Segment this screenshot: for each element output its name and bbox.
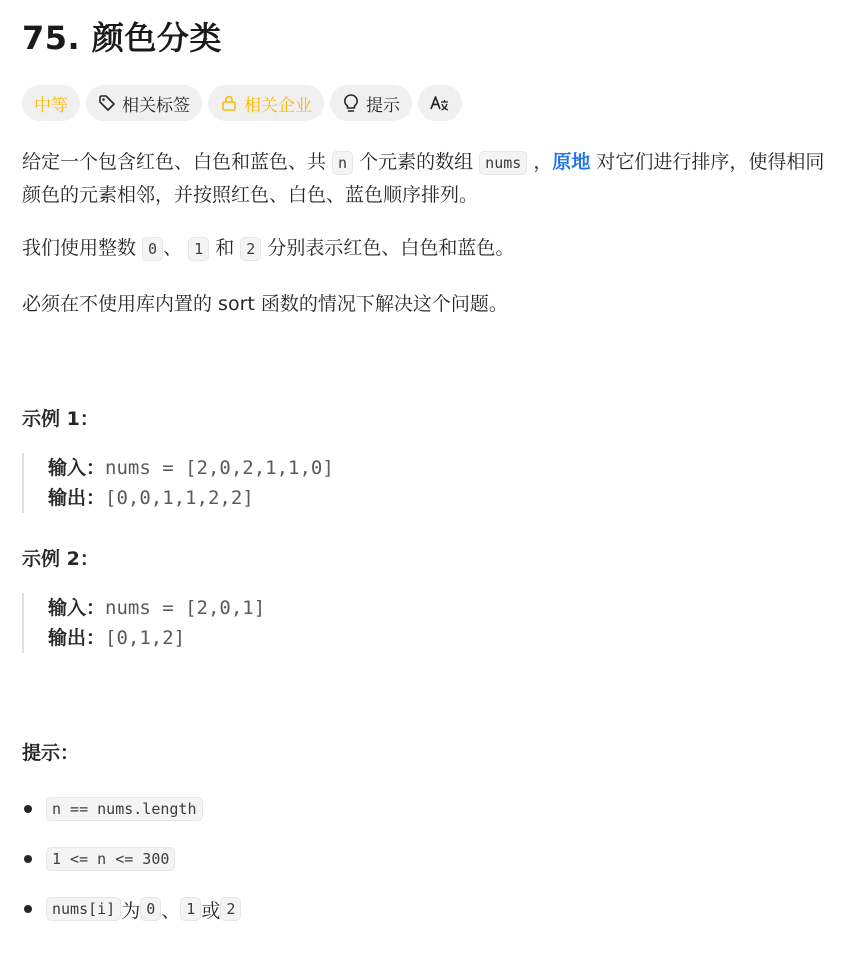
translate-button[interactable] (418, 85, 462, 121)
constraint-code: n == nums.length (46, 797, 203, 821)
description-paragraph-3: 必须在不使用库内置的 sort 函数的情况下解决这个问题。 (22, 293, 508, 315)
related-companies-label: 相关企业 (244, 95, 312, 116)
inline-code-0: 0 (140, 897, 161, 921)
inline-code-1: 1 (180, 897, 201, 921)
example-2-output (48, 623, 748, 653)
hints-label: 提示 (366, 95, 400, 116)
text: 为 (121, 899, 141, 922)
text: 或 (201, 899, 221, 922)
input-label: 输入： (48, 597, 106, 619)
lock-icon (220, 94, 238, 112)
hints-button[interactable] (330, 85, 412, 121)
text: 我们使用整数 (22, 237, 143, 259)
inline-code-1: 1 (188, 237, 209, 261)
constraint-code: nums[i] (46, 897, 121, 921)
input-value: nums = [2,0,1] (105, 597, 266, 619)
input-value: nums = [2,0,2,1,1,0] (105, 457, 334, 479)
text: 个元素的数组 (353, 151, 480, 173)
problem-title: 75. 颜色分类 (22, 19, 222, 57)
inline-code-n: n (332, 151, 353, 175)
example-2-block (22, 593, 748, 653)
difficulty-label: 中等 (34, 95, 68, 116)
output-label: 输出： (48, 487, 106, 509)
related-companies-button[interactable] (208, 85, 324, 121)
tag-row (22, 85, 462, 121)
constraints-heading: 提示： (22, 742, 80, 764)
difficulty-badge (22, 85, 80, 121)
list-item (22, 784, 241, 834)
inline-code-2: 2 (240, 237, 261, 261)
inline-code-2: 2 (220, 897, 241, 921)
list-item (22, 884, 241, 934)
text: 给定一个包含红色、白色和蓝色、共 (22, 151, 333, 173)
example-1-block (22, 453, 748, 513)
description-paragraph-1 (22, 146, 842, 211)
example-2-heading: 示例 2： (22, 548, 99, 570)
related-topics-label: 相关标签 (122, 95, 190, 116)
inline-code-nums: nums (479, 151, 527, 175)
list-item (22, 834, 241, 884)
example-1-output (48, 483, 748, 513)
text: ， (527, 151, 553, 173)
example-2-input (48, 593, 748, 623)
output-value: [0,0,1,1,2,2] (105, 487, 254, 509)
lightbulb-icon (342, 93, 360, 113)
output-value: [0,1,2] (105, 627, 186, 649)
in-place-link[interactable]: 原地 (552, 151, 591, 173)
text: 分别表示红色、白色和蓝色。 (261, 237, 515, 259)
related-topics-button[interactable] (86, 85, 202, 121)
output-label: 输出： (48, 627, 106, 649)
text: 、 (161, 899, 181, 922)
translate-icon (429, 93, 451, 113)
text: 、 (163, 237, 189, 259)
constraint-code: 1 <= n <= 300 (46, 847, 175, 871)
constraints-list (22, 784, 241, 934)
text: 对它们进行排序，使得相同颜色的元素相邻，并按照红色、白色、蓝色顺序排列。 (22, 151, 825, 206)
example-1-input (48, 453, 748, 483)
input-label: 输入： (48, 457, 106, 479)
inline-code-0: 0 (142, 237, 163, 261)
example-1-heading: 示例 1： (22, 408, 99, 430)
description-paragraph-2 (22, 232, 842, 265)
text: 和 (209, 237, 241, 259)
tag-icon (98, 94, 116, 112)
